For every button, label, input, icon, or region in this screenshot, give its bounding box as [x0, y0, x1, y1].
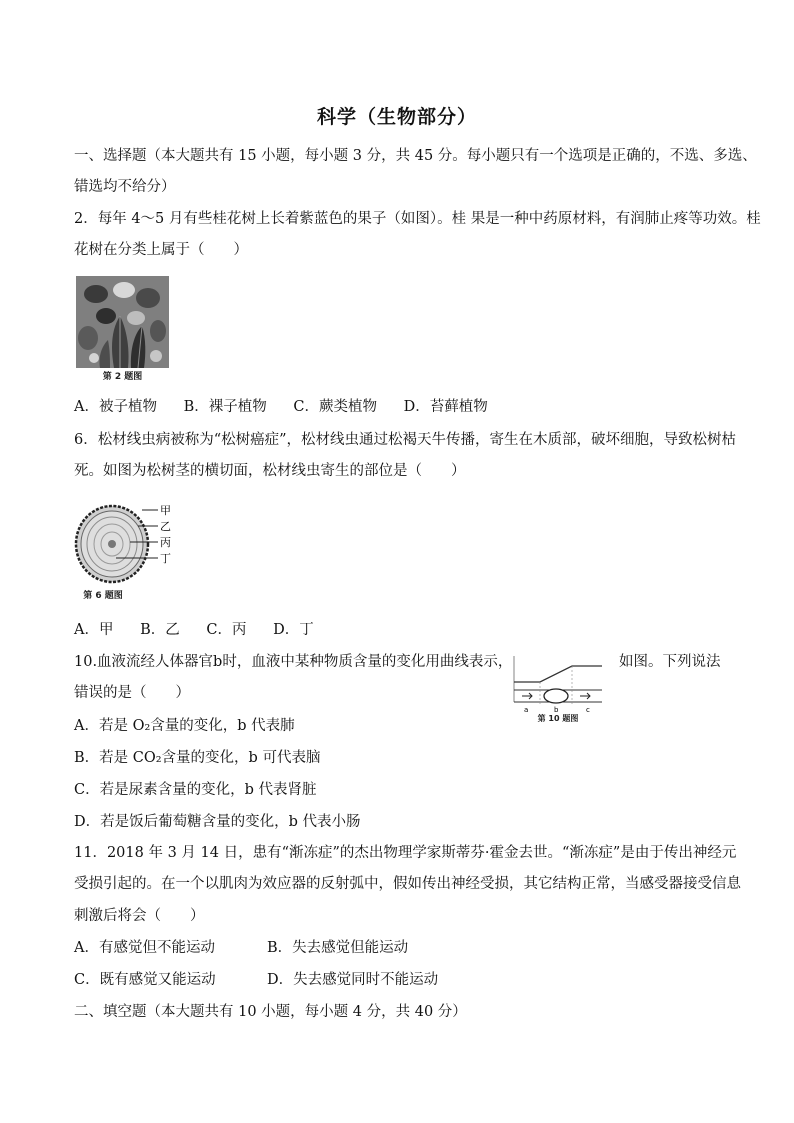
- section1-heading-line2: 错选均不给分）: [74, 179, 176, 195]
- q6-option-d: D．丁: [273, 622, 314, 638]
- q11-option-b: B．失去感觉但能运动: [267, 940, 409, 956]
- q10-option-a: A．若是 O₂含量的变化，b 代表肺: [74, 718, 295, 734]
- q10-option-d: D．若是饭后葡萄糖含量的变化，b 代表小肠: [74, 814, 361, 830]
- q11-text-line3: 刺激后将会（ ）: [74, 908, 205, 924]
- q11-options-row2: [74, 970, 734, 990]
- q10-text-line1-end: 如图。下列说法: [619, 654, 721, 670]
- section2-heading: 二、填空题（本大题共有 10 小题，每小题 4 分，共 40 分）: [74, 1004, 467, 1020]
- q10-option-c: C．若是尿素含量的变化，b 代表肾脏: [74, 782, 317, 798]
- q6-label-bing: 丙: [160, 536, 171, 549]
- q2-option-b: B．裸子植物: [183, 399, 267, 415]
- q10-label-a: a: [524, 706, 529, 714]
- osmanthus-fruit-photo: [76, 276, 169, 368]
- q2-text-line2: 花树在分类上属于（ ）: [74, 242, 248, 258]
- q2-figure-caption: 第 2 题图: [102, 372, 143, 382]
- q2-options: [74, 397, 734, 417]
- q2-option-d: D．苔藓植物: [403, 399, 488, 415]
- q11-text-line1: 11．2018 年 3 月 14 日，患有“渐冻症”的杰出物理学家斯蒂芬·霍金去世。“渐冻症”是由于传出神经元: [74, 845, 737, 861]
- q6-option-b: B．乙: [140, 622, 180, 638]
- q10-label-c: c: [586, 706, 590, 714]
- q6-text-line1: 6．松材线虫病被称为“松树癌症”，松材线虫通过松褐天牛传播，寄生在木质部，破坏细胞，导致松树枯: [74, 432, 737, 448]
- blood-flow-curve-diagram: [510, 652, 606, 714]
- section1-heading-line1: 一、选择题（本大题共有 15 小题，每小题 3 分，共 45 分。每小题只有一个选项是正确的，不选、多选、: [74, 148, 757, 164]
- q11-option-d: D．失去感觉同时不能运动: [267, 972, 439, 988]
- pine-stem-cross-section: [72, 500, 178, 590]
- q2-option-c: C．蕨类植物: [293, 399, 377, 415]
- q6-label-yi: 乙: [160, 520, 171, 533]
- q6-label-ding: 丁: [160, 552, 171, 565]
- q2-option-a: A．被子植物: [74, 399, 157, 415]
- q6-option-a: A．甲: [74, 622, 114, 638]
- q2-figure: [76, 276, 169, 382]
- q11-options-row1: [74, 938, 734, 958]
- page-title: 科学（生物部分）: [316, 106, 477, 128]
- q6-label-jia: 甲: [160, 504, 171, 517]
- q11-option-a: A．有感觉但不能运动: [74, 940, 215, 956]
- q10-figure-caption: 第 10 题图: [537, 714, 579, 723]
- q10-figure: [510, 652, 606, 726]
- q10-text-line1: 10.血液流经人体器官b时，血液中某种物质含量的变化用曲线表示，: [74, 654, 513, 670]
- q11-text-line2: 受损引起的。在一个以肌肉为效应器的反射弧中，假如传出神经受损，其它结构正常，当感受器接受信息: [74, 876, 741, 892]
- q10-text-line2: 错误的是（ ）: [74, 685, 190, 701]
- q2-text-line1: 2．每年 4～5 月有些桂花树上长着紫蓝色的果子（如图）。桂 果是一种中药原材料，有润肺止疼等功效。桂: [74, 211, 761, 227]
- q10-label-b: b: [554, 706, 559, 714]
- q6-figure: [72, 500, 178, 604]
- q11-option-c: C．既有感觉又能运动: [74, 972, 216, 988]
- q10-option-b: B．若是 CO₂含量的变化，b 可代表脑: [74, 750, 321, 766]
- q6-options: [74, 620, 734, 640]
- q6-figure-caption: 第 6 题图: [83, 591, 123, 601]
- q6-option-c: C．丙: [206, 622, 247, 638]
- q6-text-line2: 死。如图为松树茎的横切面，松材线虫寄生的部位是（ ）: [74, 463, 466, 479]
